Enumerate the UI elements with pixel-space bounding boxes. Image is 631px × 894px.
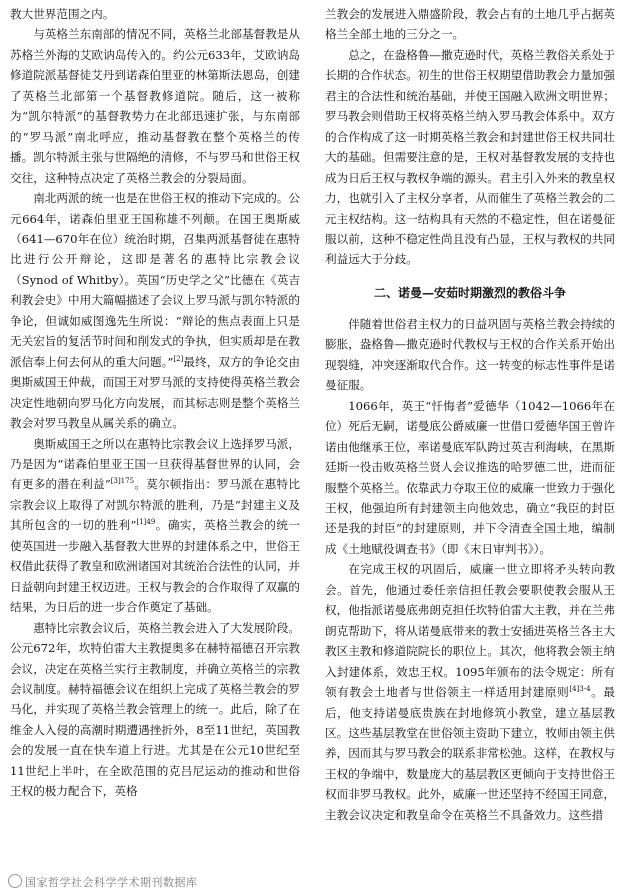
citation: [4]3-4 xyxy=(569,685,591,694)
paragraph: 惠特比宗教会议后，英格兰教会进入了大发展阶段。公元672年，坎特伯雷大主教提奥多在赫特福德召开宗教会议，决定在英格兰实行主教制度，并确立英格兰的宗教会议制度。赫特福德会议在组织上完成了英格兰教会的罗马化，并实现了英格兰教会管理上的统一。此后，除了在维金人入侵的高潮时期遭遇挫折外，8至11世纪，英国教会的发展一直在快车道上行进。尤其是在公元10世纪至11世纪上半叶，在全欧范围的克吕尼运动的推动和世俗王权的极力配合下，英格 xyxy=(10,620,300,799)
footer-text: 国家哲学社会科学学术期刊数据库 xyxy=(25,876,198,889)
citation: [2] xyxy=(173,354,184,363)
paragraph: 奥斯威国王之所以在惠特比宗教会议上选择罗马派，乃是因为“诺森伯里亚王国一旦获得基督世界的认同，会有更多的潜在利益”$^{[3]175}$。莫尔顿指出：罗马派在惠特比宗教会议上取得了对凯尔特派的胜利，乃是“封建主义及其所包含的一切的胜利”$^{[1]49}$。确实，英格兰教会的统一使英国进一步融入基督教大世界的封建体系之中，世俗王权借此获得了教皇和欧洲诸国对其统治合法性的认同，并日益朝向封建王权迈进。王权与教会的合作取得了双赢的结果，为日后的进一步合作奠定了基础。 xyxy=(10,436,300,615)
article-page xyxy=(10,4,620,876)
database-logo-icon xyxy=(8,874,22,888)
paragraph: 在完成王权的巩固后，威廉一世立即将矛头转向教会。首先，他通过委任亲信担任教会要职使教会服从王权，他指派诺曼底弗朗克担任坎特伯雷大主教，并在兰弗朗克帮助下，将从诺曼底带来的教士安插进英格兰各主大教区主教和修道院院长的职位上。其次，他将教会领主纳入封建体系，效忠王权。1095年颁布的法令规定：所有领有教会土地者与世俗领主一样适用封建原则$^{[4]3-4}$。最后，他支持诺曼底贵族在封地修筑小教堂，建立基层教区。这些基层教堂在世俗领主资助下建立，牧师由领主供养，因而其与罗马教会的联系非常松弛。这样，在教权与王权的争端中，数量庞大的基层教区更倾向于支持世俗王权而非罗马教权。此外，威廉一世还坚持不经国王同意，主教会议决定和教皇命令在英格兰不具备效力。这些措 xyxy=(325,562,615,822)
watermark-footer xyxy=(8,874,198,890)
citation: [1]49 xyxy=(136,518,156,527)
paragraph: 南北两派的统一也是在世俗王权的推动下完成的。公元664年，诺森伯里亚王国称雄不列颠。在国王奥斯威（641—670年在位）统治时期，召集两派基督徒在惠特比进行公开辩论，这即是著名的惠特比宗教会议（Synod of Whitby）。英国“历史学之父”比德在《英吉利教会史》中用大篇幅描述了会议上罗马派与凯尔特派的争论，但诚如威图逸先生所说：“辩论的焦点表面上只是无关宏旨的复活节时间和削发式的争执，但实质却是在教派信奉上何去何从的重大问题。”[2]最终，双方的争论交由奥斯威国王仲裁，而国王对罗马派的支持使得英格兰教会决定性地朝向罗马化方向发展，而其标志则是整个英格兰教会对罗马教皇从属关系的确立。 xyxy=(10,191,300,431)
paragraph: 伴随着世俗君主权力的日益巩固与英格兰教会持续的膨胀，盎格鲁—撒克逊时代教权与王权的合作关系开始出现裂缝，冲突逐渐取代合作。这一转变的标志性事件是诺曼征服。 xyxy=(325,316,615,393)
paragraph: 教大世界范围之内。 xyxy=(10,7,115,21)
right-column xyxy=(325,4,615,825)
paragraph: 与英格兰东南部的情况不同，英格兰北部基督教是从苏格兰外海的艾欧讷岛传入的。约公元633年，艾欧讷岛修道院派基督徒艾丹到诺森伯里亚的林第斯法恩岛，创建了英格兰北部第一个基督教修道院。随后，这一被称为“凯尔特派”的基督教势力在北部迅速扩张，与东南部的“罗马派”南北呼应，推动基督教在整个英格兰的传播。凯尔特派主张与世隔绝的清修，不与罗马和世俗王权交往，这种特点决定了英格兰教会的分裂局面。 xyxy=(10,27,300,185)
paragraph: 兰教会的发展进入鼎盛阶段，教会占有的土地几乎占据英格兰全部土地的三分之一。 xyxy=(325,7,615,42)
citation: [3]175 xyxy=(110,477,135,486)
paragraph: 1066年，英王“忏悔者”爱德华（1042—1066年在位）死后无嗣，诺曼底公爵威廉一世借口爱德华国王曾许诺由他继承王位，率诺曼底军队跨过英吉利海峡，在黑斯廷斯一役击败英格兰贤人会议推选的哈罗德二世，进而征服整个英格兰。依靠武力夺取王位的威廉一世致力于强化王权，他强迫所有封建领主向他效忠，确立“我臣的封臣还是我的封臣”的封建原则，并下令清查全国土地，编制成《土地赋役调查书》（即《末日审判书》）。 xyxy=(325,398,615,556)
left-column xyxy=(10,4,300,802)
paragraph: 总之，在盎格鲁—撒克逊时代，英格兰教俗关系处于长期的合作状态。初生的世俗王权期望借助教会力量加强君主的合法性和统治基础，并使王国融入欧洲文明世界；罗马教会则借助王权将英格兰纳入罗马教会体系中。双方的合作构成了这一时期英格兰教会和封建世俗王权共同壮大的基础。但需要注意的是，王权对基督教发展的支持也成为日后王权与教权争端的源头。君主引入外来的教皇权力，也就引入了主权分享者，从而催生了英格兰教会的二元主权结构。这一结构具有天然的不稳定性，但在诺曼征服以前，这种不稳定性尚且没有凸显，王权与教权的共同利益远大于分歧。 xyxy=(325,47,615,267)
section-heading: 二、诺曼—安茹时期激烈的教俗斗争 xyxy=(373,285,566,300)
